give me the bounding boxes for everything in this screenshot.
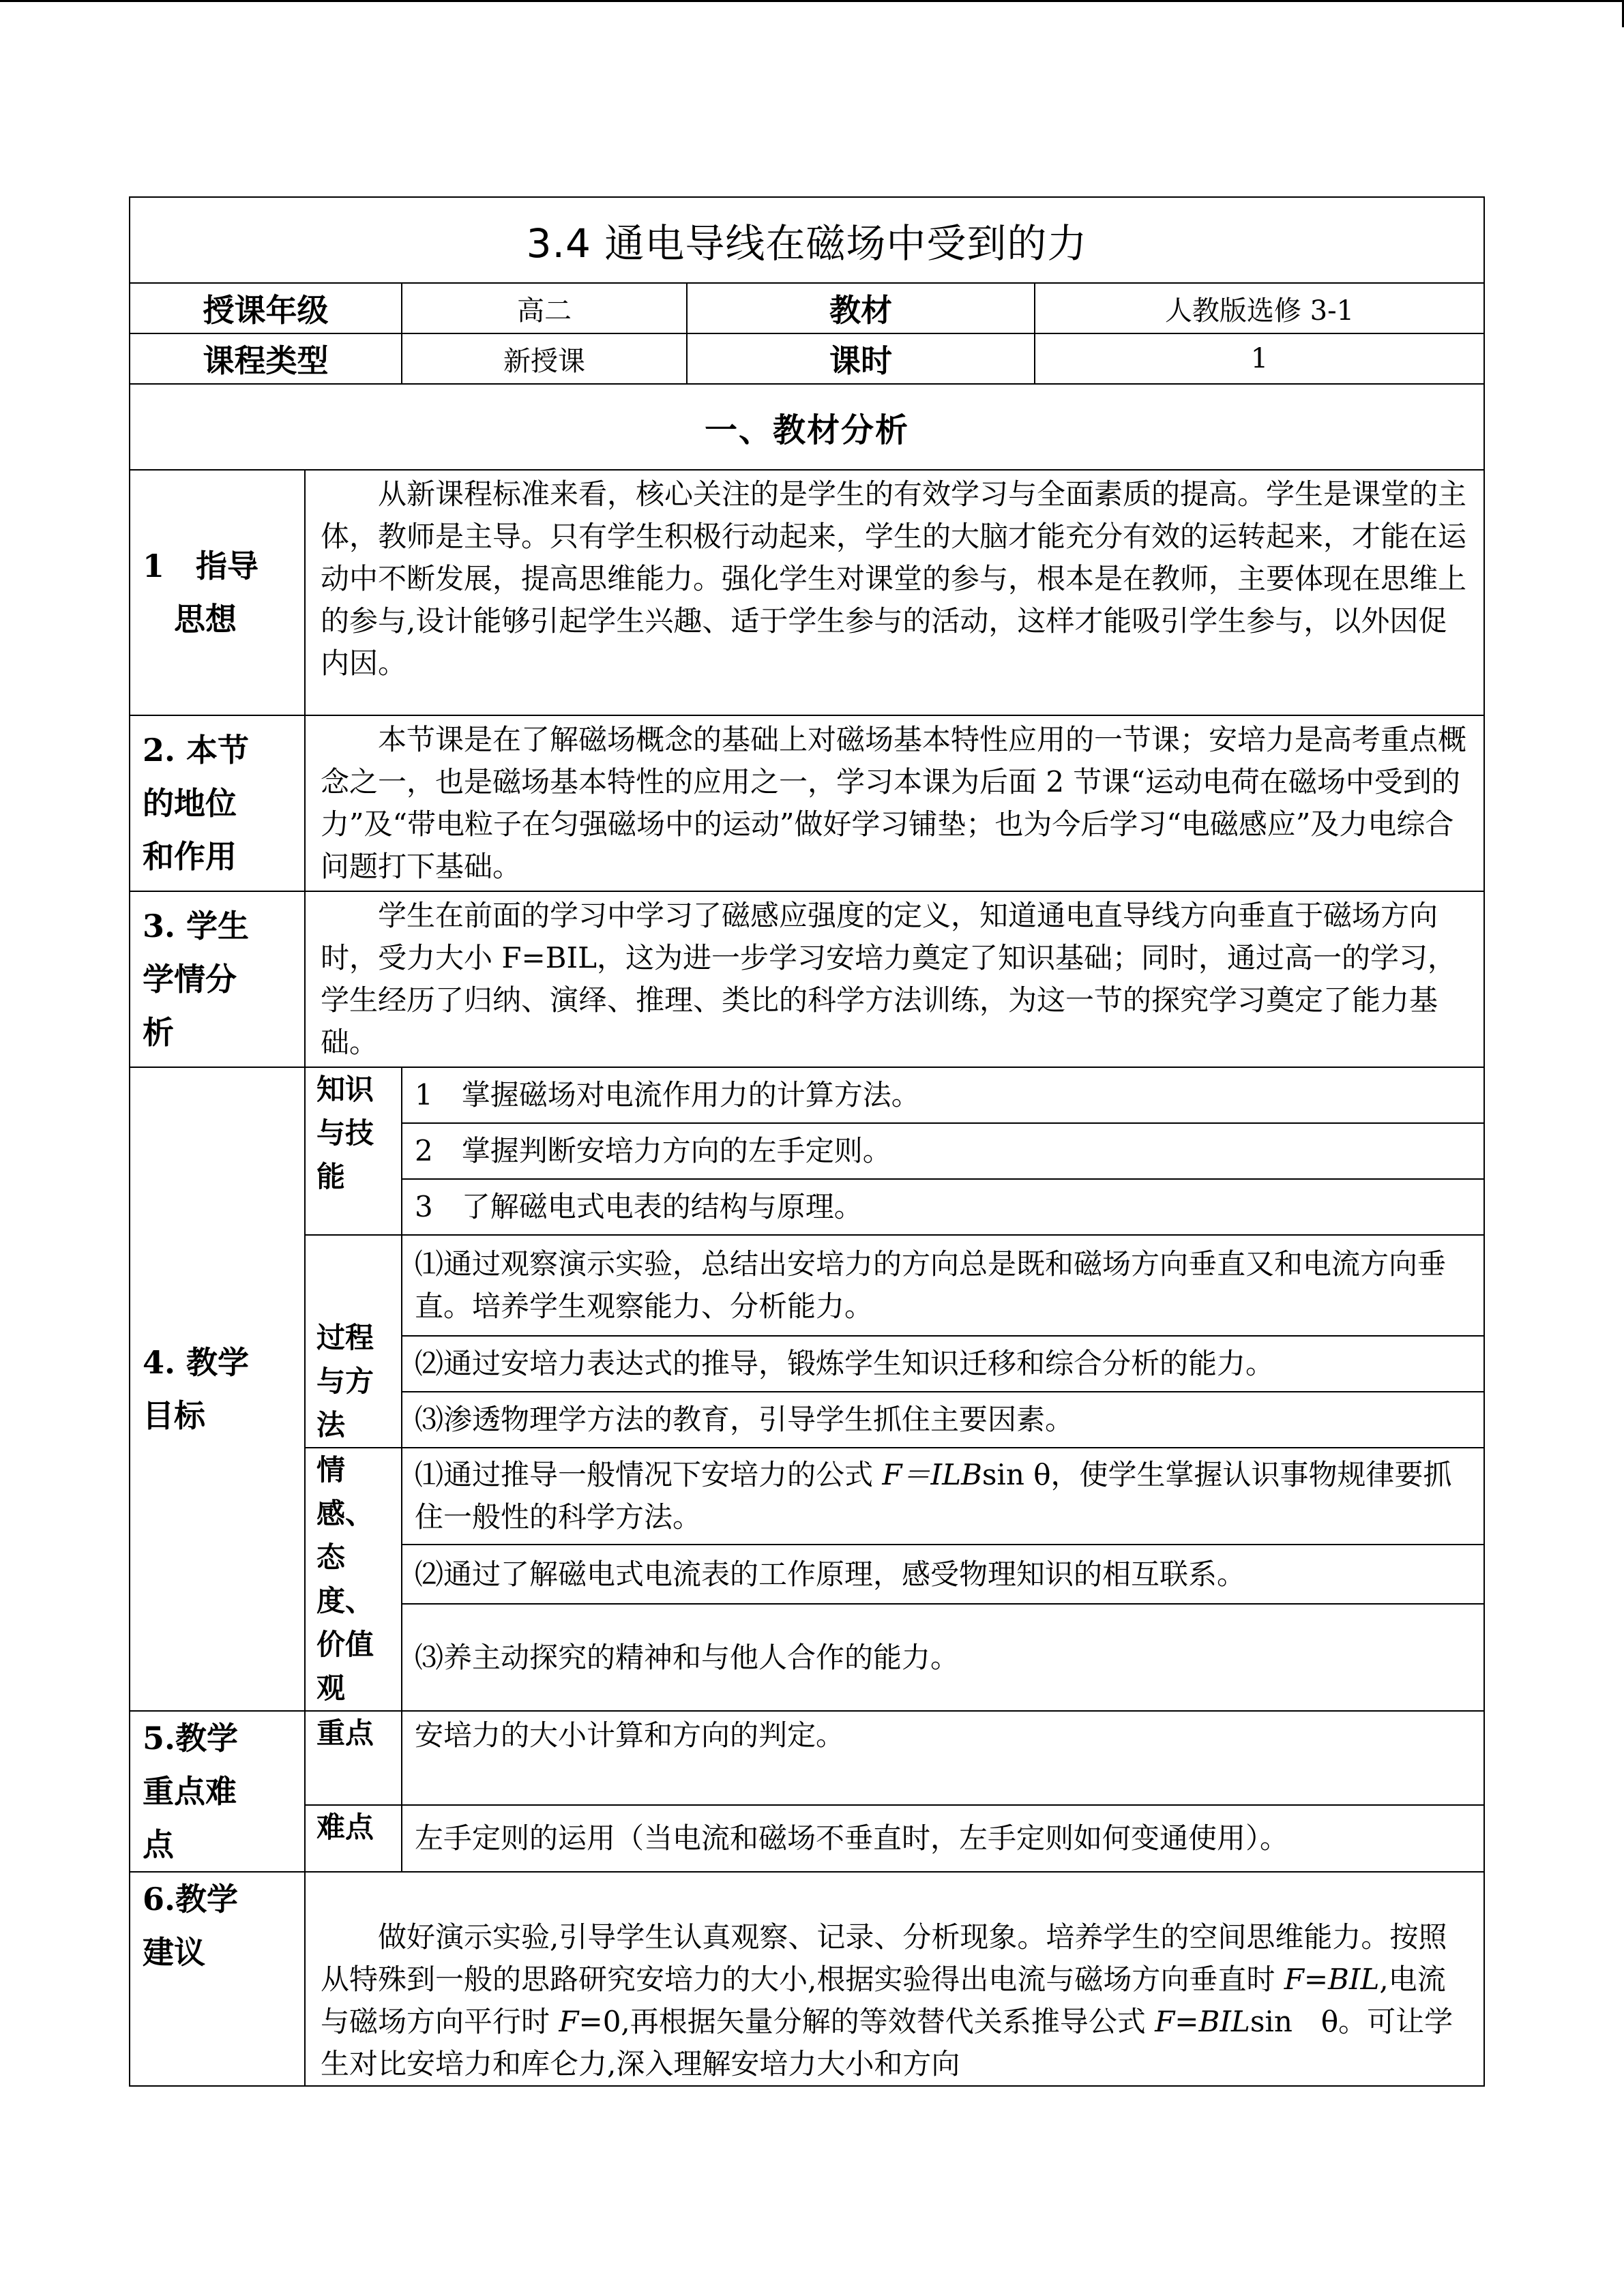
emotion-item (402, 1448, 1484, 1545)
key-point-label: 重点 (305, 1711, 402, 1805)
label-line: 点 (143, 1826, 174, 1863)
difficulty-label: 难点 (305, 1805, 402, 1872)
label-line: 观 (316, 1671, 346, 1705)
guiding-thought-text (305, 470, 1484, 715)
formula: F=BIL (1284, 1963, 1380, 1996)
label-line: 的地位 (143, 785, 237, 822)
process-method-label (305, 1235, 402, 1448)
knowledge-item: 3 了解磁电式电表的结构与原理。 (402, 1179, 1484, 1235)
formula: F＝ILB (882, 1458, 982, 1492)
class-hours-value: 1 (1035, 333, 1484, 384)
course-type-label: 课程类型 (130, 333, 402, 384)
label-line: 度、 (316, 1584, 374, 1617)
text-segment: =0,再根据矢量分解的等效替代关系推导公式 (578, 2005, 1155, 2038)
knowledge-item: 2 掌握判断安培力方向的左手定则。 (402, 1123, 1484, 1179)
label-line: 析 (143, 1014, 174, 1051)
knowledge-skill-label (305, 1067, 402, 1235)
lesson-title: 3.4 通电导线在磁场中受到的力 (130, 197, 1484, 283)
label-line: 1 指导 (143, 548, 259, 584)
formula: F=BIL (1155, 2005, 1250, 2038)
knowledge-item: 1 掌握磁场对电流作用力的计算方法。 (402, 1067, 1484, 1123)
label-line: 4. 教学 (143, 1344, 250, 1381)
label-line: 2. 本节 (143, 732, 250, 769)
teaching-advice-text (305, 1872, 1484, 2086)
label-line: 能 (316, 1160, 346, 1193)
grade-label: 授课年级 (130, 283, 402, 333)
text-segment: sin θ，使学生掌握认识事物规律要抓住一般性的科学方法。 (415, 1458, 1452, 1534)
grade-value: 高二 (402, 283, 687, 333)
label-line: 感、 (316, 1497, 374, 1530)
process-item: ⑴通过观察演示实验，总结出安培力的方向总是既和磁场方向垂直又和电流方向垂直。培养学生观察能力、分析能力。 (402, 1235, 1484, 1336)
formula: F (559, 2005, 579, 2038)
difficulty-text: 左手定则的运用（当电流和磁场不垂直时，左手定则如何变通使用）。 (402, 1805, 1484, 1872)
paragraph: 本节课是在了解磁场概念的基础上对磁场基本特性应用的一节课；安培力是高考重点概念之一，也是磁场基本特性的应用之一，学习本课为后面 2 节课“运动电荷在磁场中受到的力”及“带电粒子在匀强磁场中的运动”做好学习铺垫；也为今后学习“电磁感应”及力电综合问题打下基础。 (321, 723, 1467, 883)
process-item: ⑶渗透物理学方法的教育，引导学生抓住主要因素。 (402, 1392, 1484, 1448)
paragraph: 学生在前面的学习中学习了磁感应强度的定义，知道通电直导线方向垂直于磁场方向时，受力大小 F=BIL，这为进一步学习安培力奠定了知识基础；同时，通过高一的学习，学生经历了归纳、演绎、推理、类比的科学方法训练，为这一节的探究学习奠定了能力基础。 (321, 899, 1457, 1059)
label-line: 学情分 (143, 961, 237, 998)
course-type-value: 新授课 (402, 333, 687, 384)
label-line: 过程 (316, 1321, 374, 1354)
section-heading: 一、教材分析 (130, 384, 1484, 470)
emotion-attitude-label (305, 1448, 402, 1711)
paragraph (321, 1916, 1468, 2085)
teaching-goals-label (130, 1067, 305, 1711)
student-analysis-text (305, 891, 1484, 1067)
process-item: ⑵通过安培力表达式的推导，锻炼学生知识迁移和综合分析的能力。 (402, 1336, 1484, 1392)
textbook-label: 教材 (687, 283, 1035, 333)
class-hours-label: 课时 (687, 333, 1035, 384)
student-analysis-label (130, 891, 305, 1067)
text-segment: sin θ。可让学生对比安培力和库仑力,深入理解安培力大小和方向 (321, 2005, 1453, 2081)
label-line: 思想 (143, 601, 237, 638)
paragraph: 从新课程标准来看，核心关注的是学生的有效学习与全面素质的提高。学生是课堂的主体，教师是主导。只有学生积极行动起来，学生的大脑才能充分有效的运转起来，才能在运动中不断发展，提高思维能力。强化学生对课堂的参与，根本是在教师，主要体现在思维上的参与,设计能够引起学生兴趣、适于学生参与的活动，这样才能吸引学生参与，以外因促内因。 (321, 477, 1467, 680)
position-role-label (130, 715, 305, 891)
top-border-line (0, 0, 1624, 2)
label-line: 知识 (316, 1073, 374, 1106)
label-line: 重点难 (143, 1773, 237, 1810)
teaching-advice-label (130, 1872, 305, 2086)
emotion-item: ⑶养主动探究的精神和与他人合作的能力。 (402, 1604, 1484, 1711)
label-line: 态 (316, 1540, 346, 1574)
key-point-text: 安培力的大小计算和方向的判定。 (402, 1711, 1484, 1805)
label-line: 5.教学 (143, 1720, 239, 1757)
label-line: 法 (316, 1408, 346, 1442)
label-line: 与方 (316, 1365, 374, 1398)
label-line: 价值 (316, 1628, 374, 1661)
label-line: 建议 (143, 1934, 205, 1971)
label-line: 与技 (316, 1116, 374, 1150)
position-role-text (305, 715, 1484, 891)
label-line: 和作用 (143, 838, 237, 875)
lesson-plan-table (129, 196, 1485, 2087)
text-segment: 做好演示实验,引导学生认真观察、记录、分析现象。培养学生的空间思维能力。按照从特殊到一般的思路研究安培力的大小,根据实验得出电流与磁场方向垂直时 (321, 1920, 1447, 1996)
guiding-thought-label (130, 470, 305, 715)
text-segment: ,电流与磁场方向平行时 (321, 1963, 1446, 2038)
emotion-item: ⑵通过了解磁电式电流表的工作原理，感受物理知识的相互联系。 (402, 1545, 1484, 1604)
label-line: 情 (316, 1453, 346, 1487)
label-line: 6.教学 (143, 1881, 239, 1918)
label-line: 3. 学生 (143, 908, 250, 944)
label-line: 目标 (143, 1397, 205, 1434)
text-segment: ⑴通过推导一般情况下安培力的公式 (415, 1458, 883, 1492)
textbook-value: 人教版选修 3-1 (1035, 283, 1484, 333)
key-difficulty-label (130, 1711, 305, 1872)
